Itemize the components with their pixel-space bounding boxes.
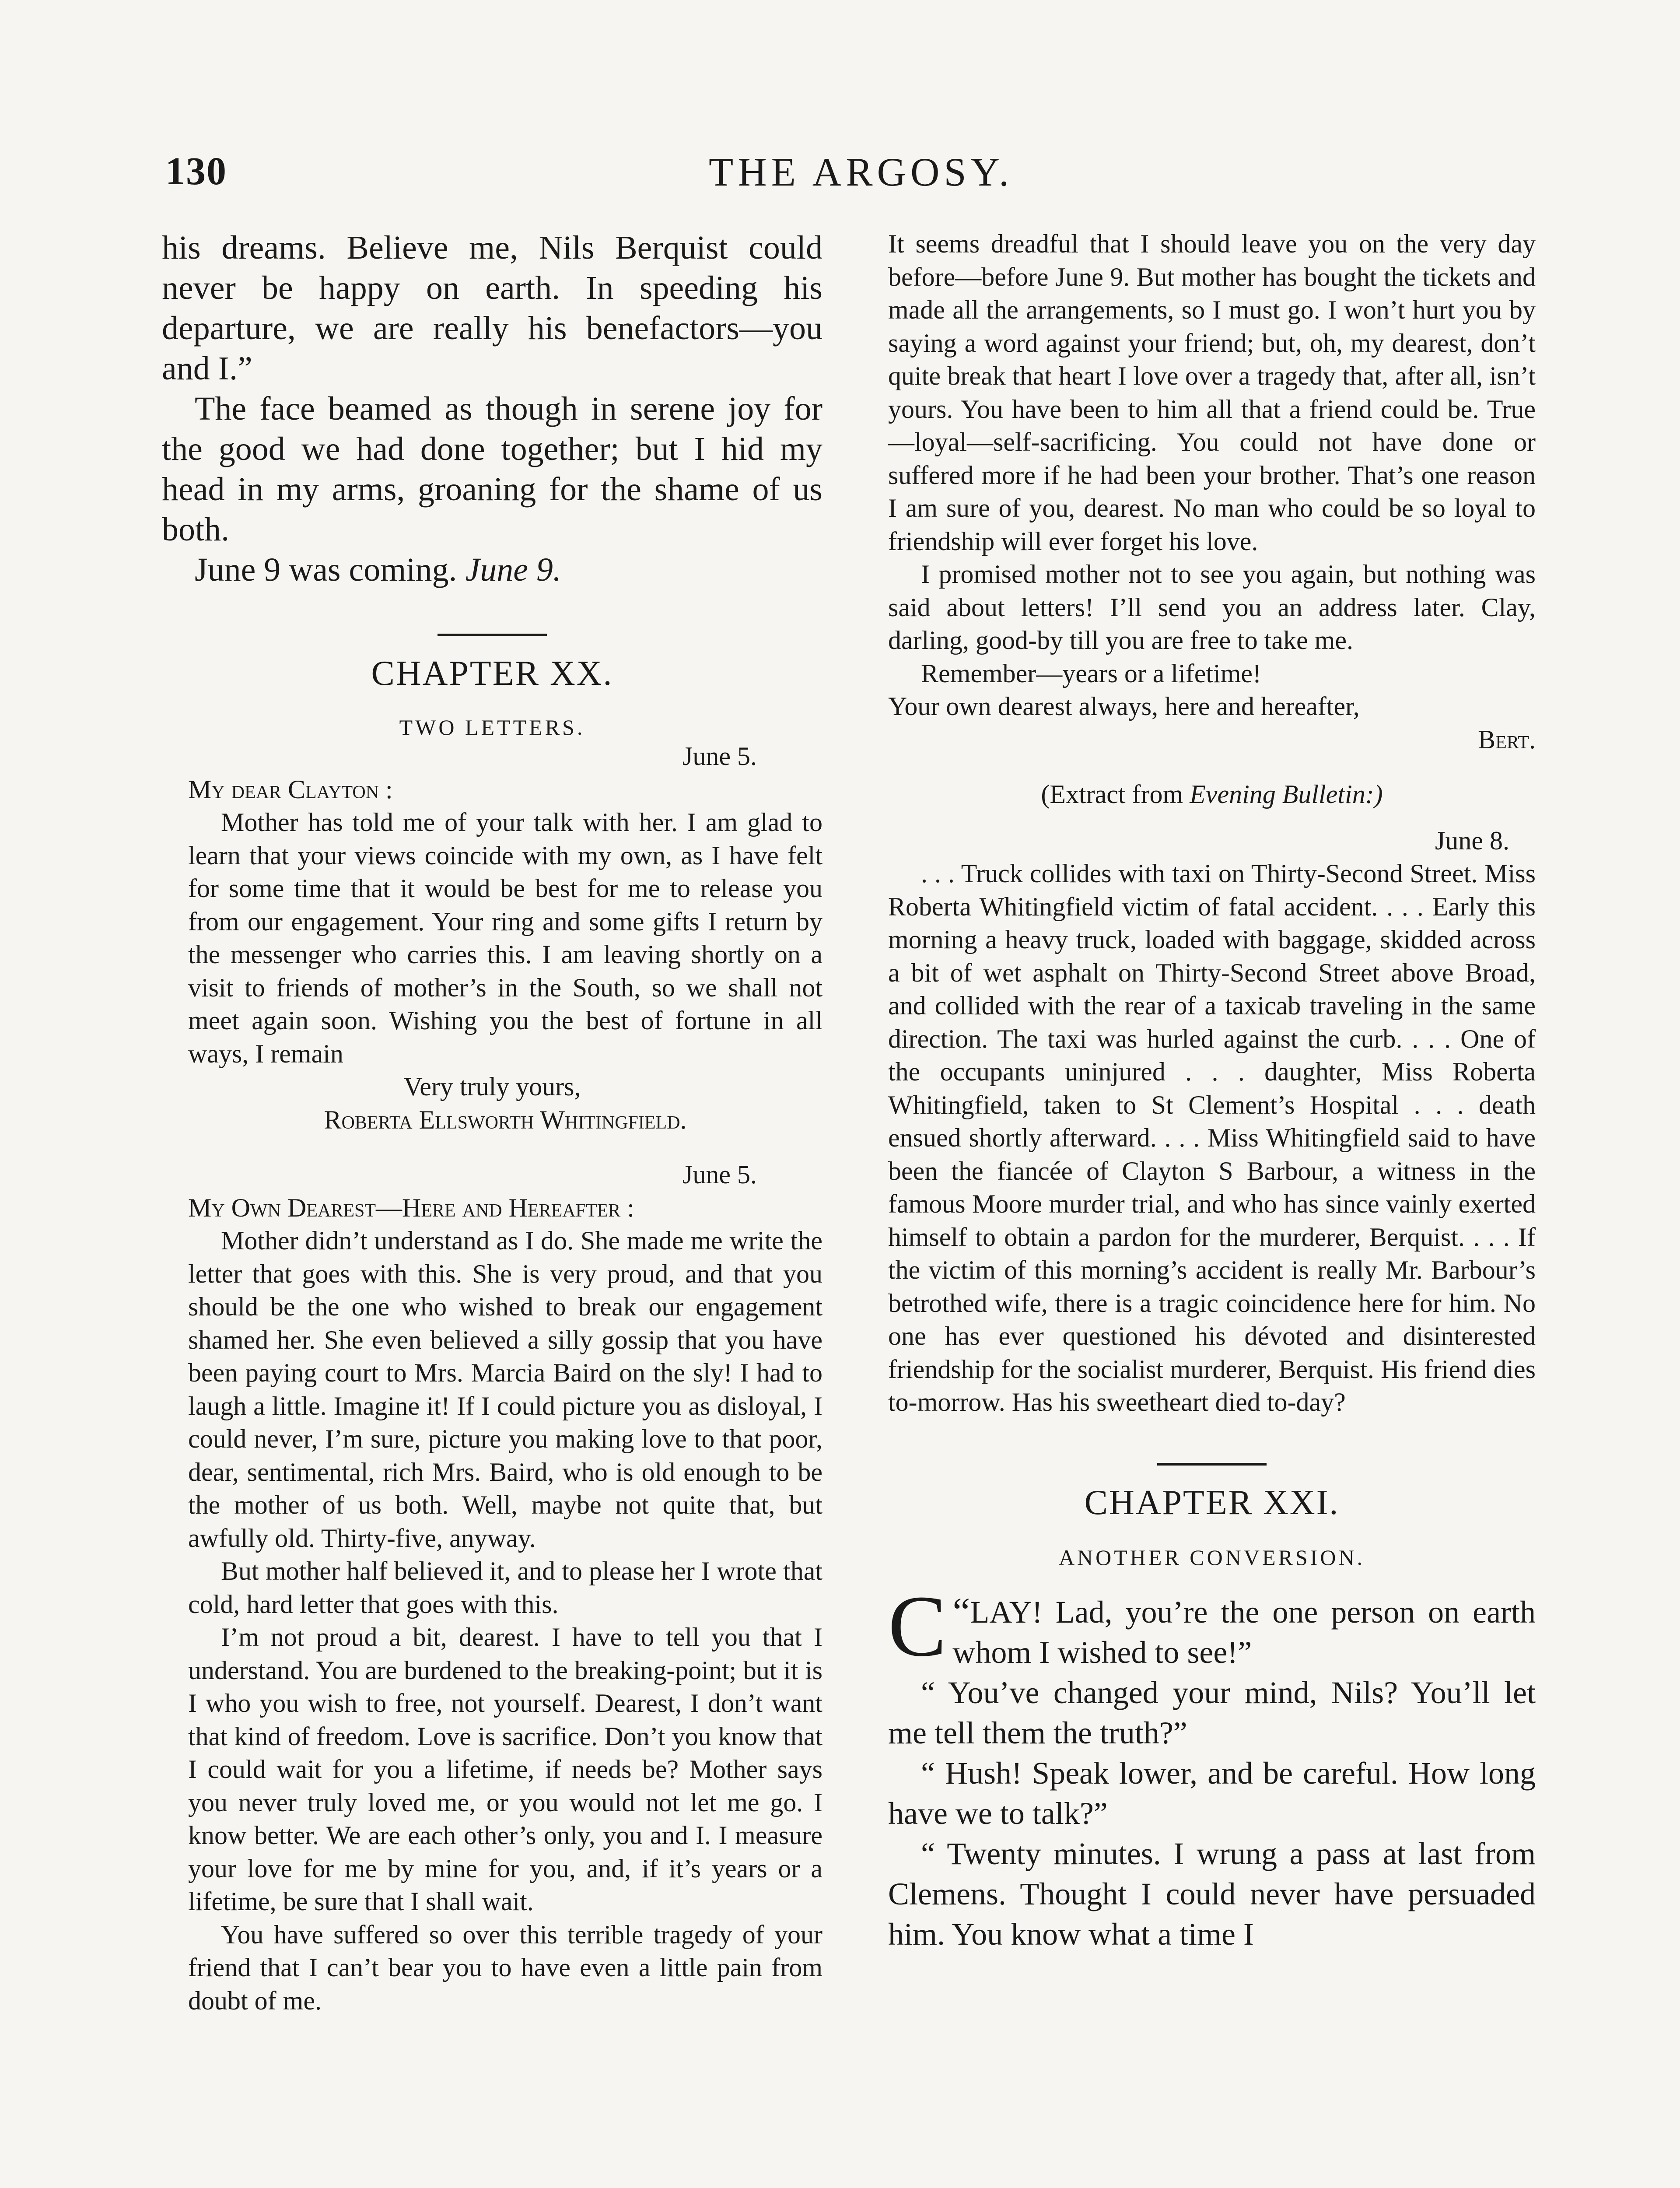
letter-paragraph: I’m not proud a bit, dearest. I have to tell you that I understand. You are burdened to the breaking-point; but it is I who you wish to free, not yourself. Dearest, I don’t want that kind of freedom. Love is sacrifice. Don’t you know that I could wait for you a lifetime, if needs be? Mother says you never truly loved me, or you would not let me go. I know better. We are each other’s only, you and I. I measure your love for me by mine for you, and, if it’s years or a lifetime, be sure that I shall wait. [188, 1623, 822, 1916]
letter-body: Mother has told me of your talk with her. I am glad to learn that your views coincide with my own, as I have felt for some time that it would be best for me to release you from our engagement. Your ring and some gifts I return by the messenger who carries this. I am leaving shortly on a visit to friends of mother’s in the South, so we shall not meet again soon. Wishing you the best of fortune in all ways, I remain [188, 808, 822, 1068]
letter-paragraph: Mother didn’t understand as I do. She made me write the letter that goes with this. She is very proud, and that you should be the one who wished to break our engagement shamed her. She even believed a silly gossip that you have been paying court to Mrs. Marcia Baird on the sly! I had to laugh a little. Imagine it! If I could picture you as disloyal, I could never, I’m sure, picture you making love to that poor, dear, sentimental, rich Mrs. Baird, who is old enough to be the mother of us both. Well, maybe not quite that, but awfully old. Thirty-five, anyway. [188, 1226, 822, 1553]
chapter-title: CHAPTER XXI. [1084, 1483, 1340, 1522]
extract-body: . . . Truck collides with taxi on Thirty-Second Street. Miss Roberta Whitingfield victim of fatal accident. . . . Early this morning a heavy truck, loaded with baggage, skidded across a bit of wet asphalt on Thirty-Second Street above Broad, and collided with the rear of a taxicab traveling in the same direction. The taxi was hurled against the curb. . . . One of the occupants uninjured . . . daughter, Miss Roberta Whitingfield, taken to St Clement’s Hospital . . . death ensued shortly afterward. . . . Miss Whitingfield said to have been the fiancée of Clayton S Barbour, a witness in the famous Moore murder trial, and who has since vainly exerted himself to obtain a pardon for the murderer, Berquist. . . . If the victim of this morning’s accident is really Mr. Barbour’s betrothed wife, there is a tragic coincidence here for him. No one has ever questioned his dévoted and disinterested friendship for the socialist murderer, Berquist. His friend dies to-morrow. Has his sweetheart died to-day? [888, 859, 1536, 1417]
extract-date: June 8. [1435, 826, 1509, 855]
paragraph-text: LAY! Lad, you’re the one person on earth whom I wished to see!” [952, 1594, 1536, 1670]
paragraph: “ Hush! Speak lower, and be careful. How long have we to talk?” [888, 1755, 1536, 1831]
letter-closing: Your own dearest always, here and hereafter, [888, 692, 1360, 721]
paragraph-italic: June 9. [465, 551, 561, 588]
running-head: THE ARGOSY. [709, 150, 1014, 194]
letter-signature: Bert. [1478, 725, 1536, 754]
letter-salutation: My dear Clayton : [188, 775, 393, 804]
chapter-subtitle: ANOTHER CONVERSION. [1058, 1545, 1365, 1570]
chapter-title: CHAPTER XX. [371, 654, 613, 693]
paragraph-text: June 9 was coming. [195, 551, 457, 588]
paragraph: his dreams. Believe me, Nils Berquist could never be happy on earth. In speeding his departure, we are really his benefactors—you and I.” [162, 229, 822, 387]
newspaper-extract [888, 778, 1536, 1419]
letter [162, 740, 822, 1136]
letter-paragraph: You have suffered so over this terrible tragedy of your friend that I can’t bear you to have even a little pain from doubt of me. [188, 1920, 822, 2015]
opening-paragraph [888, 1578, 1536, 1675]
letter-paragraph: It seems dreadful that I should leave you on the very day before—before June 9. But mother has bought the tickets and made all the arrangements, so I must go. I won’t hurt you by saying a word against your friend; but, oh, my dearest, don’t quite break that heart I love over a tragedy that, after all, isn’t yours. You have been to him all that a friend could be. True—loyal—self-sacrificing. You could not have done or suffered more if he had been your brother. That’s one reason I am sure of you, dearest. No man who could be so loyal to friendship will ever forget his love. [888, 229, 1536, 556]
letter-closing: Very truly yours, [403, 1072, 581, 1101]
paragraph: “ Twenty minutes. I wrung a pass at last from Clemens. Thought I could never have persuaded him. You know what a time I [888, 1836, 1536, 1952]
letter-salutation: My Own Dearest—Here and Hereafter : [188, 1193, 634, 1222]
letter-paragraph: I promised mother not to see you again, but nothing was said about letters! I’ll send you an address later. Clay, darling, good-by till you are free to take me. [888, 560, 1536, 655]
left-column [162, 228, 822, 2017]
extract-label-text: (Extract from [1041, 780, 1190, 809]
paragraph: “ You’ve changed your mind, Nils? You’ll let me tell them the truth?” [888, 1675, 1536, 1750]
drop-cap: C [888, 1578, 947, 1675]
right-column [888, 228, 1536, 1954]
letter-date: June 5. [682, 742, 757, 771]
page-number: 130 [165, 150, 227, 193]
paragraph [162, 550, 822, 590]
paragraph: The face beamed as though in serene joy for the good we had done together; but I hid my head in my arms, groaning for the shame of us both. [162, 390, 822, 548]
drop-quote: “ [952, 1590, 970, 1634]
letter-paragraph: But mother half believed it, and to please her I wrote that cold, hard letter that goes with this. [188, 1557, 822, 1619]
extract-label-source: Evening Bulletin:) [1190, 780, 1383, 809]
extract-label [888, 778, 1536, 811]
letter-continuation [888, 228, 1536, 756]
chapter-subtitle: TWO LETTERS. [399, 715, 585, 740]
letter [162, 1158, 822, 2017]
letter-signature: Roberta Ellsworth Whitingfield. [324, 1105, 687, 1134]
letter-paragraph: Remember—years or a lifetime! [921, 659, 1262, 688]
chapter-text [888, 1578, 1536, 1954]
letter-date: June 5. [682, 1160, 757, 1189]
